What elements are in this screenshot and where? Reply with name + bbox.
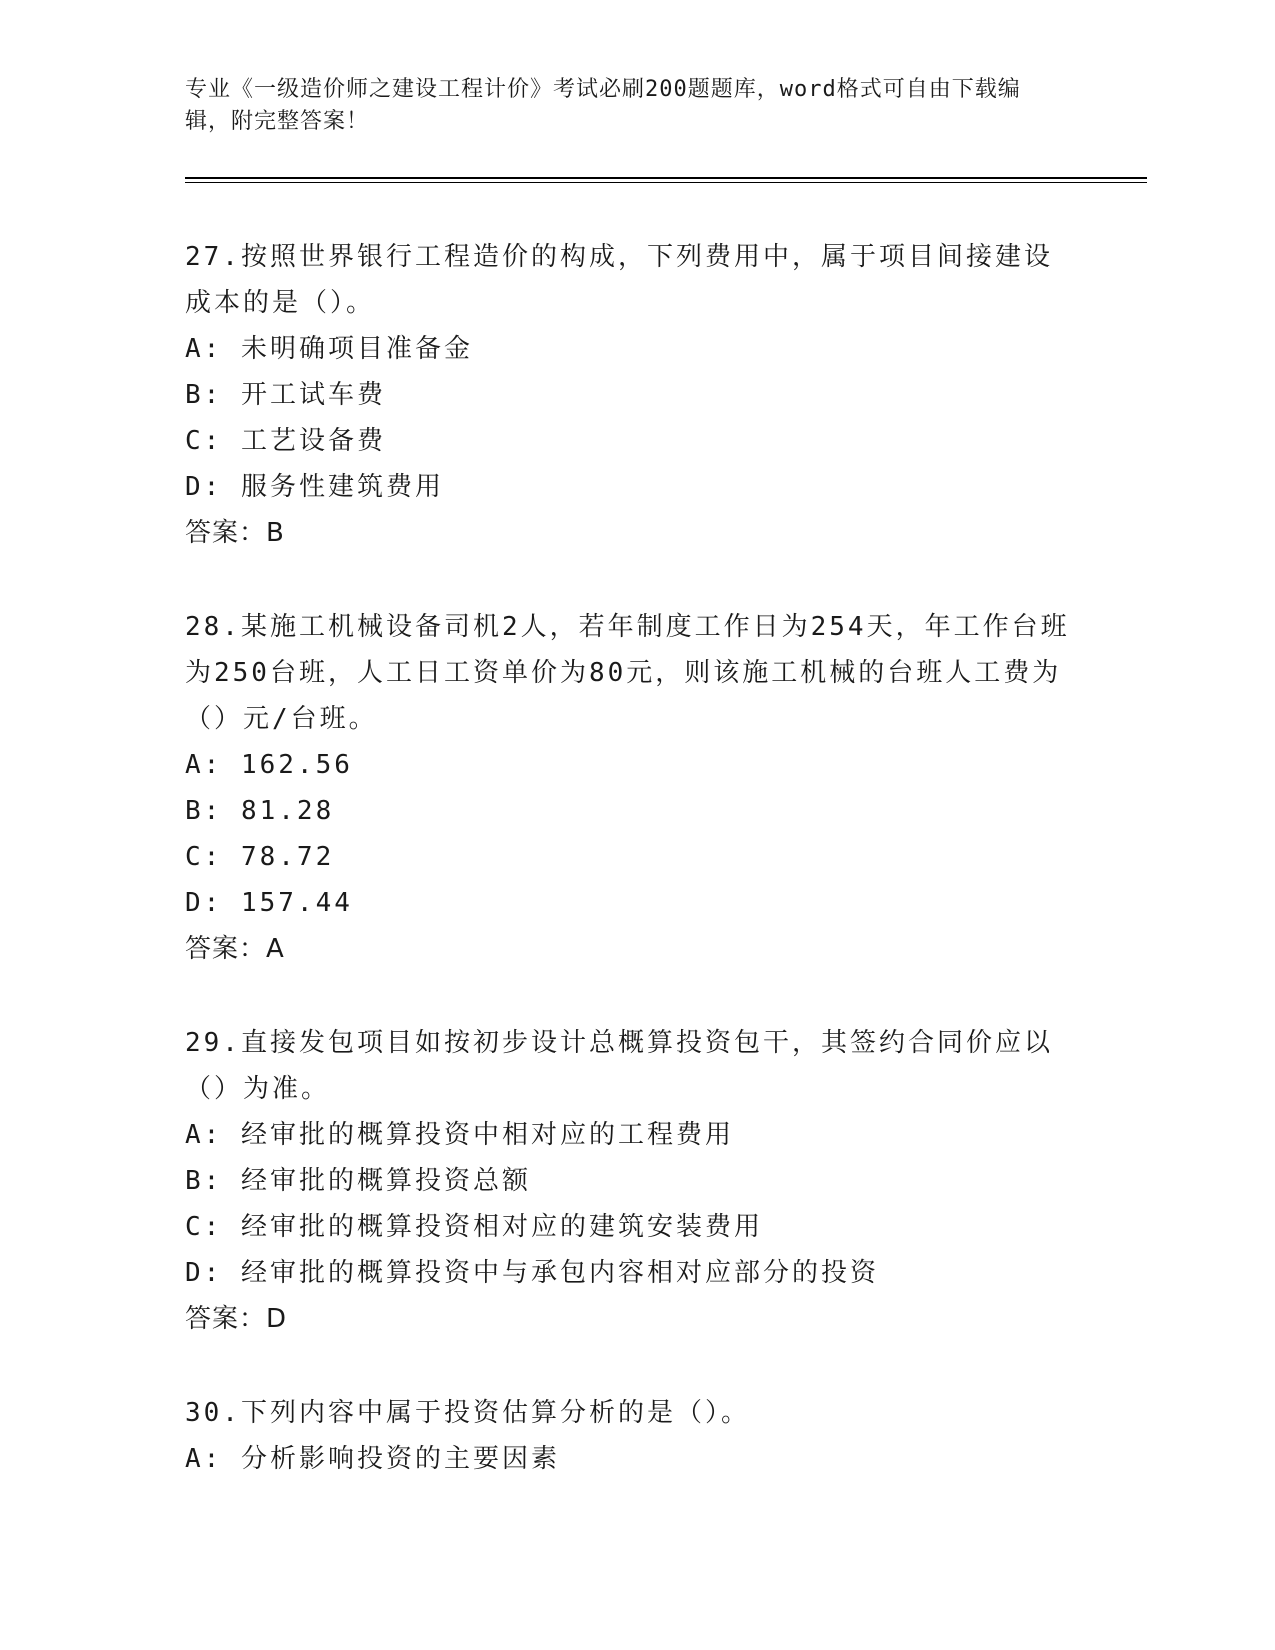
option-b — [185, 788, 1075, 834]
option-a — [185, 326, 1075, 372]
option-text: 经审批的概算投资中与承包内容相对应部分的投资 — [240, 1258, 879, 1288]
option-c — [185, 1204, 1075, 1250]
option-key: C: — [185, 1212, 223, 1242]
option-key: A: — [185, 1444, 223, 1474]
option-text: 78.72 — [240, 842, 335, 872]
option-d — [185, 1250, 1075, 1296]
option-key: A: — [185, 1120, 223, 1150]
option-text: 工艺设备费 — [240, 426, 386, 456]
option-b — [185, 372, 1075, 418]
option-a — [185, 742, 1075, 788]
option-c — [185, 418, 1075, 464]
option-text: 81.28 — [240, 796, 335, 826]
option-a — [185, 1112, 1075, 1158]
question-29 — [185, 1020, 1075, 1342]
answer-line: 答案：D — [185, 1304, 288, 1334]
option-key: C: — [185, 426, 223, 456]
question-stem: 30.下列内容中属于投资估算分析的是（）。 — [185, 1398, 750, 1428]
option-key: B: — [185, 380, 223, 410]
question-spacer — [185, 556, 1075, 604]
option-text: 经审批的概算投资中相对应的工程费用 — [240, 1120, 734, 1150]
option-text: 服务性建筑费用 — [240, 472, 444, 502]
option-key: A: — [185, 334, 223, 364]
option-d — [185, 880, 1075, 926]
question-30 — [185, 1390, 1075, 1482]
option-key: D: — [185, 1258, 223, 1288]
option-text: 开工试车费 — [240, 380, 386, 410]
question-stem: 29.直接发包项目如按初步设计总概算投资包干，其签约合同价应以（）为准。 — [185, 1028, 1053, 1104]
document-header: 专业《一级造价师之建设工程计价》考试必刷200题题库，word格式可自由下载编辑，附完整答案！ — [185, 77, 1021, 134]
option-text: 分析影响投资的主要因素 — [240, 1444, 560, 1474]
option-b — [185, 1158, 1075, 1204]
question-spacer — [185, 1342, 1075, 1390]
question-27 — [185, 234, 1075, 556]
header-rule-thick — [185, 177, 1147, 179]
option-d — [185, 464, 1075, 510]
option-key: B: — [185, 1166, 223, 1196]
option-text: 162.56 — [240, 750, 353, 780]
question-list — [185, 234, 1075, 1482]
option-key: D: — [185, 472, 223, 502]
option-text: 未明确项目准备金 — [240, 334, 473, 364]
option-key: C: — [185, 842, 223, 872]
option-c — [185, 834, 1075, 880]
question-spacer — [185, 972, 1075, 1020]
answer-line: 答案：A — [185, 934, 285, 964]
option-text: 157.44 — [240, 888, 353, 918]
option-key: D: — [185, 888, 223, 918]
header-rule-thin — [185, 182, 1147, 183]
question-stem: 27.按照世界银行工程造价的构成，下列费用中，属于项目间接建设成本的是（）。 — [185, 242, 1053, 318]
option-key: B: — [185, 796, 223, 826]
option-text: 经审批的概算投资相对应的建筑安装费用 — [240, 1212, 763, 1242]
question-stem: 28.某施工机械设备司机2人，若年制度工作日为254天，年工作台班为250台班，人工日工资单价为80元，则该施工机械的台班人工费为（）元/台班。 — [185, 612, 1070, 734]
option-a — [185, 1436, 1075, 1482]
question-28 — [185, 604, 1075, 972]
option-text: 经审批的概算投资总额 — [240, 1166, 531, 1196]
answer-line: 答案：B — [185, 518, 285, 548]
option-key: A: — [185, 750, 223, 780]
